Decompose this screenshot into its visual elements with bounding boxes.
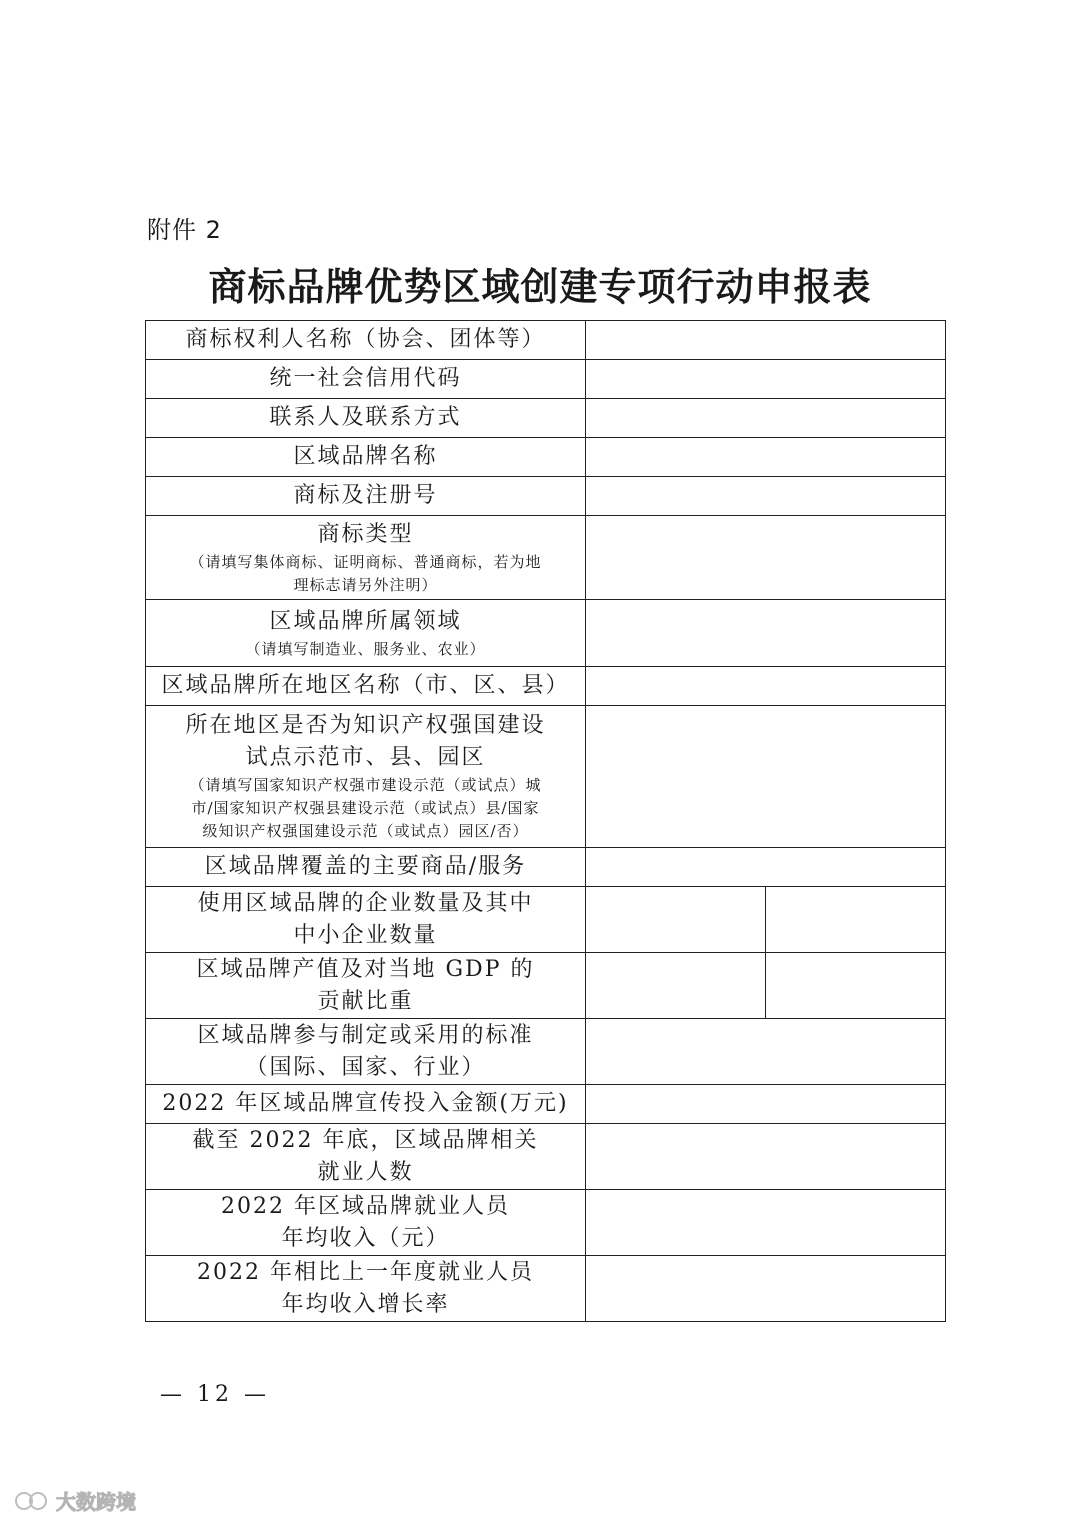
row-label: 区域品牌所属领域 （请填写制造业、服务业、农业） <box>146 600 586 667</box>
table-row <box>146 1085 946 1124</box>
input-cell[interactable] <box>586 848 946 887</box>
input-cell[interactable] <box>586 1190 946 1256</box>
row-label: 区域品牌参与制定或采用的标准 （国际、国家、行业） <box>146 1019 586 1085</box>
page-number: — 12 — <box>160 1382 270 1407</box>
watermark-logo-icon <box>14 1490 50 1512</box>
row-label: 使用区域品牌的企业数量及其中 中小企业数量 <box>146 887 586 953</box>
table-row <box>146 1124 946 1190</box>
input-cell[interactable] <box>586 1256 946 1322</box>
table-row <box>146 399 946 438</box>
table-row <box>146 438 946 477</box>
input-cell-left[interactable] <box>586 887 766 953</box>
input-cell[interactable] <box>586 706 946 848</box>
table-row <box>146 516 946 600</box>
table-row <box>146 887 946 953</box>
input-cell[interactable] <box>586 1085 946 1124</box>
row-label: 商标权利人名称（协会、团体等） <box>146 321 586 360</box>
input-cell[interactable] <box>586 1019 946 1085</box>
table-row <box>146 706 946 848</box>
input-cell[interactable] <box>586 600 946 667</box>
application-form-table <box>145 320 946 1322</box>
row-label: 截至 2022 年底，区域品牌相关 就业人数 <box>146 1124 586 1190</box>
row-note: （请填写国家知识产权强市建设示范（或试点）城 <box>189 776 542 794</box>
row-label: 区域品牌名称 <box>146 438 586 477</box>
table-row <box>146 600 946 667</box>
row-label: 2022 年相比上一年度就业人员 年均收入增长率 <box>146 1256 586 1322</box>
table-row <box>146 321 946 360</box>
row-label: 商标类型 （请填写集体商标、证明商标、普通商标，若为地 理标志请另外注明） <box>146 516 586 600</box>
row-note: 市/国家知识产权强县建设示范（或试点）县/国家 <box>191 799 540 817</box>
row-label: 区域品牌覆盖的主要商品/服务 <box>146 848 586 887</box>
row-label: 2022 年区域品牌就业人员 年均收入（元） <box>146 1190 586 1256</box>
input-cell[interactable] <box>586 477 946 516</box>
row-note: 级知识产权强国建设示范（或试点）园区/否） <box>202 822 529 840</box>
attachment-label: 附件 2 <box>147 216 222 244</box>
table-row <box>146 667 946 706</box>
row-label: 所在地区是否为知识产权强国建设 试点示范市、县、园区 （请填写国家知识产权强市建设示范（或试点）城 市/国家知识产权强县建设示范（或试点）县/国家 级知识产权强国建设示范（或试点）园区/否） <box>146 706 586 848</box>
row-label: 商标及注册号 <box>146 477 586 516</box>
watermark-text: 大数跨境 <box>56 1490 136 1514</box>
row-label: 2022 年区域品牌宣传投入金额(万元) <box>146 1085 586 1124</box>
input-cell-right[interactable] <box>766 953 946 1019</box>
input-cell[interactable] <box>586 516 946 600</box>
input-cell[interactable] <box>586 438 946 477</box>
input-cell[interactable] <box>586 360 946 399</box>
input-cell[interactable] <box>586 399 946 438</box>
input-cell[interactable] <box>586 667 946 706</box>
table-row <box>146 953 946 1019</box>
table-row <box>146 1256 946 1322</box>
table-row <box>146 1019 946 1085</box>
table-row <box>146 477 946 516</box>
input-cell[interactable] <box>586 1124 946 1190</box>
input-cell-right[interactable] <box>766 887 946 953</box>
watermark <box>14 1486 136 1515</box>
row-note: （请填写集体商标、证明商标、普通商标，若为地 <box>189 552 542 571</box>
input-cell-left[interactable] <box>586 953 766 1019</box>
table-row <box>146 848 946 887</box>
row-label: 区域品牌产值及对当地 GDP 的 贡献比重 <box>146 953 586 1019</box>
row-note: 理标志请另外注明） <box>293 575 438 594</box>
row-label: 区域品牌所在地区名称（市、区、县） <box>146 667 586 706</box>
form-title: 商标品牌优势区域创建专项行动申报表 <box>208 264 872 309</box>
input-cell[interactable] <box>586 321 946 360</box>
row-label: 联系人及联系方式 <box>146 399 586 438</box>
row-label: 统一社会信用代码 <box>146 360 586 399</box>
table-row <box>146 360 946 399</box>
table-row <box>146 1190 946 1256</box>
row-note: （请填写制造业、服务业、农业） <box>245 639 486 658</box>
